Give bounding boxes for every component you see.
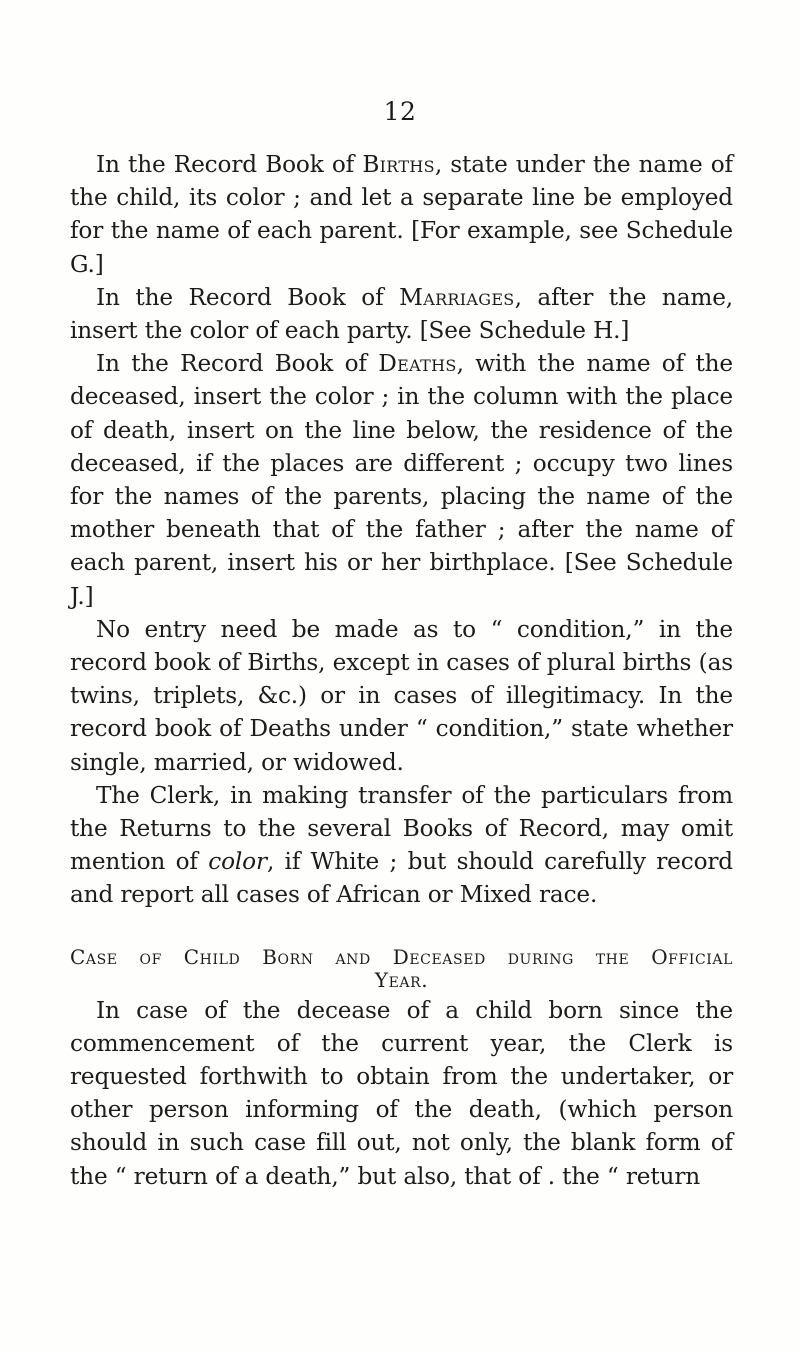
paragraph-births-intro: In the Record Book of: [96, 151, 363, 178]
births-term: Births: [362, 151, 435, 178]
paragraph-clerk-intro: The Clerk, in making transfer of the particulars from the Returns to the several Books of Record, may omit mention of: [70, 781, 733, 876]
body-text: [70, 148, 733, 1193]
paragraph-clerk-transfer: [70, 779, 733, 912]
page-number: 12: [383, 97, 417, 126]
paragraph-marriages-body: , after the name, insert the color of each party. [See Schedule H.]: [70, 283, 733, 345]
deaths-term: Deaths: [378, 350, 457, 378]
paragraph-marriages: [70, 281, 733, 347]
section-body: [70, 994, 733, 1193]
paragraph-child-decease: In case of the decease of a child born since the commencement of the current year, the Clerk is requested forthwith to obtain from the undertaker, or other person informing of the death, (which person should in such case fill out, not only, the blank form of the “ return of a death,” but also, that of . the “ return: [70, 996, 733, 1190]
paragraph-births: [70, 148, 733, 281]
paragraph-clerk-body: , if White ; but should carefully record and report all cases of African or Mixed race.: [70, 848, 734, 909]
color-term: color: [208, 848, 267, 876]
paragraph-deaths: [70, 347, 733, 613]
section-heading-line-1: Case of Child Born and Deceased during the Official: [70, 944, 733, 969]
paragraph-deaths-intro: In the Record Book of: [96, 350, 379, 378]
marriages-term: Marriages: [399, 283, 515, 311]
section-heading-line-2: Year.: [374, 967, 429, 992]
paragraph-births-body: , state under the name of the child, its color ; and let a separate line be employed for the name of each parent. [For example, see Schedule G.]: [70, 151, 733, 278]
paragraph-marriages-intro: In the Record Book of: [96, 283, 400, 311]
section-heading: [70, 946, 733, 992]
paragraph-condition: No entry need be made as to “ condition,” in the record book of Births, except in cases of plural births (as twins, triplets, &c.) or in cases of illegitimacy. In the record book of Deaths under “ condition,” state whether single, married, or widowed.: [70, 615, 733, 776]
paragraph-deaths-body: , with the name of the deceased, insert the color ; in the column with the place of death, insert on the line below, the residence of the deceased, if the places are different ; occupy two lines for the names of the parents, placing the name of the mother beneath that of the father ; after the name of each parent, insert his or her birthplace. [See Schedule J.]: [70, 350, 733, 610]
